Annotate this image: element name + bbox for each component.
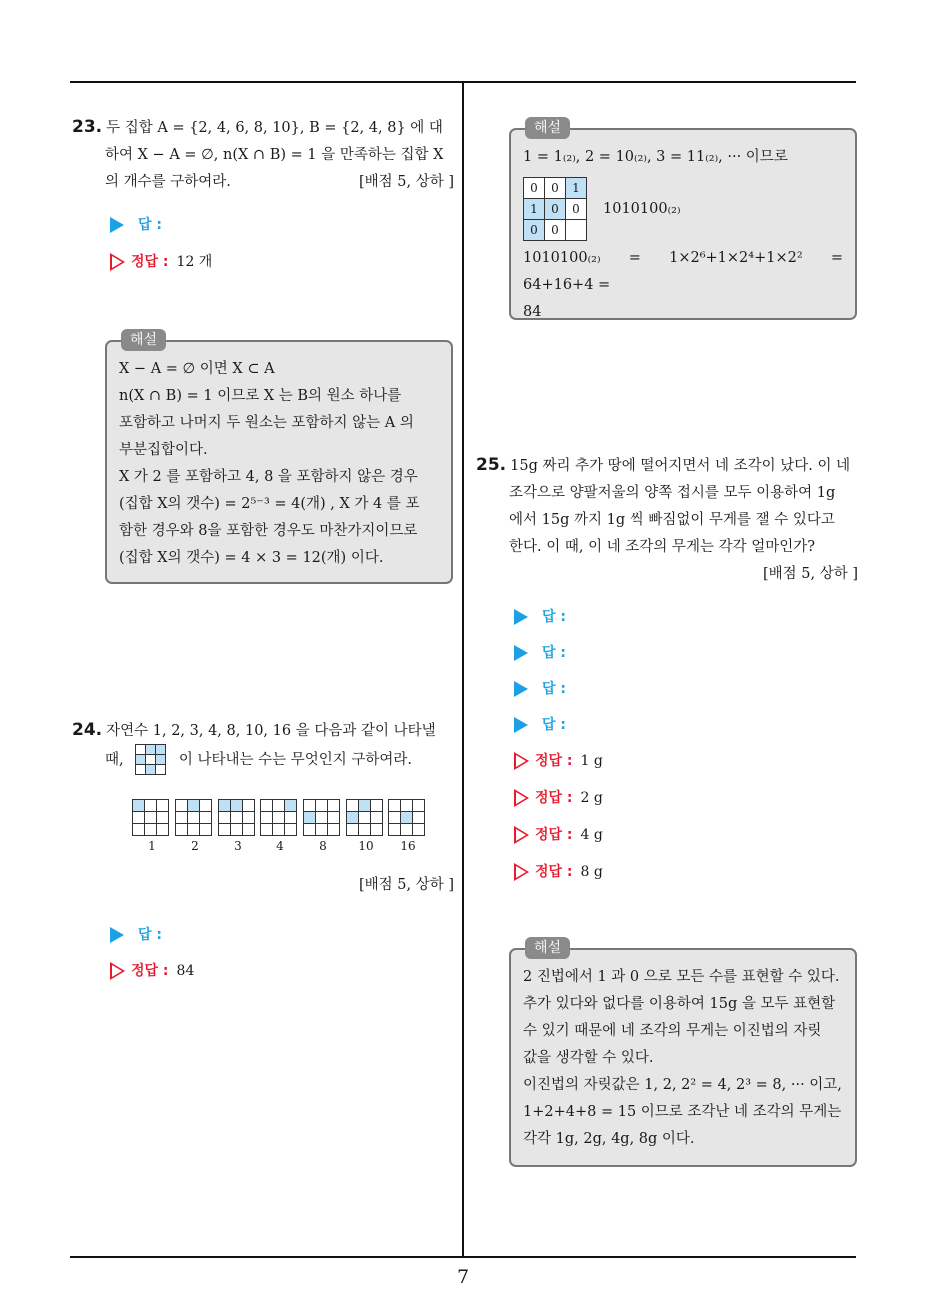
question-text-line: 조각으로 양팔저울의 양쪽 접시를 모두 이용하여 1g <box>509 485 836 501</box>
solution-tab: 해설 <box>121 329 166 351</box>
correct-answer: 정답 : 84 <box>110 960 194 980</box>
correct-answer: 정답 : 2 g <box>514 787 603 807</box>
triangle-outline-icon <box>110 253 125 271</box>
score-meta: [배점 5, 상하 ] <box>358 877 454 893</box>
question-text-line: 에서 15g 까지 1g 씩 빠짐없이 무게를 잴 수 있다고 <box>509 512 835 528</box>
triangle-outline-icon <box>514 752 529 770</box>
correct-answer: 정답 : 4 g <box>514 824 603 844</box>
page-number: 7 <box>456 1266 470 1288</box>
grid-example-4: 4 <box>260 799 300 853</box>
question-number: 24. <box>72 720 103 740</box>
solution-box-25 <box>509 940 857 1167</box>
solution-line: 포함하고 나머지 두 원소는 포함하지 않는 A 의 <box>119 415 414 431</box>
question-text-line: 의 개수를 구하여라. <box>105 174 231 190</box>
solution-line: X − A = ∅ 이면 X ⊂ A <box>119 361 275 377</box>
solution-line: X 가 2 를 포함하고 4, 8 을 포함하지 않은 경우 <box>119 469 418 485</box>
question-25 <box>476 452 858 588</box>
question-24 <box>72 717 454 775</box>
triangle-outline-icon <box>514 826 529 844</box>
question-number: 25. <box>476 455 507 475</box>
answer-field[interactable]: 답 : <box>514 642 566 662</box>
bit-grid-icon <box>136 745 166 775</box>
correct-answer: 정답 : 1 g <box>514 750 603 770</box>
solution-line: 1 = 1₍₂₎, 2 = 10₍₂₎, 3 = 11₍₂₎, ··· 이므로 <box>523 149 788 165</box>
grid-example-10: 10 <box>346 799 386 853</box>
column-divider <box>462 82 464 1258</box>
binary-value: 1010100₍₂₎ <box>603 200 681 217</box>
play-icon <box>514 717 528 733</box>
solution-line: (집합 X의 갯수) = 2⁵⁻³ = 4(개) , X 가 4 를 포 <box>119 496 420 512</box>
question-text-line: 15g 짜리 추가 땅에 떨어지면서 네 조각이 났다. 이 네 <box>510 458 851 474</box>
question-23 <box>72 114 454 196</box>
play-icon <box>514 645 528 661</box>
answer-field[interactable]: 답 : <box>110 924 162 944</box>
play-icon <box>110 927 124 943</box>
question-text-line: 하여 X − A = ∅, n(X ∩ B) = 1 을 만족하는 집합 X <box>105 147 444 163</box>
solution-line: 1+2+4+8 = 15 이므로 조각난 네 조각의 무게는 <box>523 1104 842 1120</box>
answer-field[interactable]: 답 : <box>514 606 566 626</box>
play-icon <box>514 609 528 625</box>
score-meta: [배점 5, 상하 ] <box>358 174 454 190</box>
solution-line: (집합 X의 갯수) = 4 × 3 = 12(개) 이다. <box>119 550 384 566</box>
question-text-line: 때, <box>105 752 124 768</box>
solution-tab: 해설 <box>525 117 570 139</box>
solution-line: 함한 경우와 8을 포함한 경우도 마찬가지이므로 <box>119 523 418 539</box>
grid-example-2: 2 <box>175 799 215 853</box>
grid-example-1: 1 <box>132 799 172 853</box>
score-meta: [배점 5, 상하 ] <box>762 566 858 582</box>
answer-field[interactable]: 답 : <box>514 714 566 734</box>
question-number: 23. <box>72 117 103 137</box>
question-text-line: 자연수 1, 2, 3, 4, 8, 10, 16 을 다음과 같이 나타낼 <box>106 723 436 739</box>
solution-line: 2 진법에서 1 과 0 으로 모든 수를 표현할 수 있다. <box>523 969 840 985</box>
solution-line: 부분집합이다. <box>119 442 208 458</box>
solution-line: n(X ∩ B) = 1 이므로 X 는 B의 원소 하나를 <box>119 388 402 404</box>
solution-box-23 <box>105 332 453 584</box>
triangle-outline-icon <box>110 962 125 980</box>
solution-line: 1010100₍₂₎ = 1×2⁶+1×2⁴+1×2² = 64+16+4 = <box>523 250 843 293</box>
solution-box-24 <box>509 120 857 320</box>
solution-line: 이진법의 자릿값은 1, 2, 2² = 4, 2³ = 8, ··· 이고, <box>523 1077 842 1093</box>
answer-field[interactable]: 답 : <box>514 678 566 698</box>
play-icon <box>110 217 124 233</box>
solution-line: 값을 생각할 수 있다. <box>523 1050 654 1066</box>
bit-table: 0 0 1 1 0 0 0 0 <box>523 177 587 241</box>
solution-line: 각각 1g, 2g, 4g, 8g 이다. <box>523 1131 695 1147</box>
triangle-outline-icon <box>514 789 529 807</box>
question-text-line: 한다. 이 때, 이 네 조각의 무게는 각각 얼마인가? <box>509 539 815 555</box>
bottom-rule <box>70 1256 856 1258</box>
grid-example-3: 3 <box>218 799 258 853</box>
play-icon <box>514 681 528 697</box>
solution-tab: 해설 <box>525 937 570 959</box>
answer-field[interactable]: 답 : <box>110 214 162 234</box>
triangle-outline-icon <box>514 863 529 881</box>
solution-line: 수 있기 때문에 네 조각의 무게는 이진법의 자릿 <box>523 1023 822 1039</box>
correct-answer: 정답 : 12 개 <box>110 251 212 271</box>
question-text-line: 두 집합 A = {2, 4, 6, 8, 10}, B = {2, 4, 8} 에 대 <box>106 120 443 136</box>
grid-example-8: 8 <box>303 799 343 853</box>
correct-answer: 정답 : 8 g <box>514 861 603 881</box>
grid-example-16: 16 <box>388 799 428 853</box>
solution-line: 추가 있다와 없다를 이용하여 15g 을 모두 표현할 <box>523 996 836 1012</box>
solution-line: 84 <box>523 304 542 320</box>
question-text-line: 이 나타내는 수는 무엇인지 구하여라. <box>178 752 412 768</box>
